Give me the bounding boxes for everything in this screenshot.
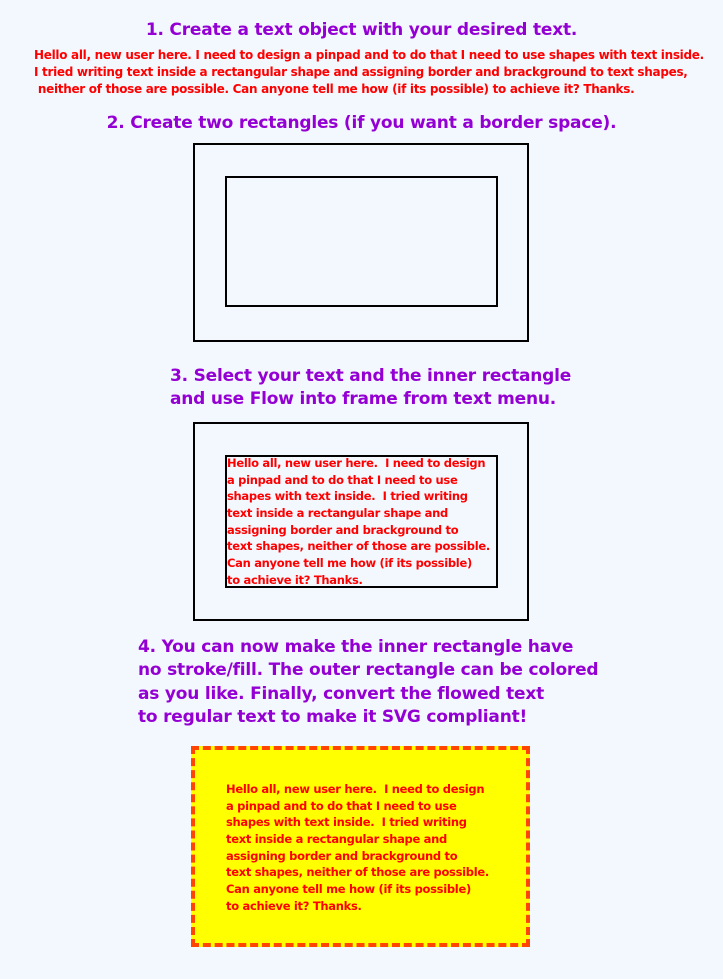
step4-heading-line: to regular text to make it SVG compliant!: [138, 706, 528, 727]
flowed-text: [227, 455, 490, 589]
step2-heading: 2. Create two rectangles (if you want a border space).: [106, 113, 617, 133]
step3-heading: [170, 365, 571, 411]
sample-text-line: I tried writing text inside a rectangular shape and assigning border and brackground to text shapes,: [34, 65, 688, 79]
final-text-line: to achieve it? Thanks.: [226, 898, 362, 913]
sample-text: [34, 47, 704, 98]
step4-heading-line: no stroke/fill. The outer rectangle can be colored: [138, 660, 599, 681]
final-text-line: text shapes, neither of those are possible.: [226, 865, 489, 880]
flowed-text-line: Hello all, new user here. I need to design: [227, 456, 486, 470]
flowed-text-line: assigning border and brackground to: [227, 522, 459, 537]
final-text-line: shapes with text inside. I tried writing: [226, 815, 467, 830]
sample-text-line: neither of those are possible. Can anyone tell me how (if its possible) to achieve it? Thanks.: [34, 82, 635, 96]
flowed-text-line: Can anyone tell me how (if its possible): [227, 556, 472, 571]
step3-heading-line: and use Flow into frame from text menu.: [170, 389, 557, 409]
flowed-text-line: shapes with text inside. I tried writing: [227, 489, 468, 504]
step4-heading-line: 4. You can now make the inner rectangle have: [138, 637, 574, 657]
flowed-text-line: text inside a rectangular shape and: [227, 506, 448, 521]
flowed-text-line: to achieve it? Thanks.: [227, 572, 363, 587]
final-text-line: text inside a rectangular shape and: [226, 832, 447, 847]
flowed-text-line: text shapes, neither of those are possible.: [227, 539, 490, 554]
final-text: [226, 781, 489, 915]
final-text-line: Hello all, new user here. I need to design: [226, 782, 485, 796]
step4-heading: [138, 636, 598, 729]
final-text-line: a pinpad and to do that I need to use: [226, 798, 457, 813]
step1-heading: 1. Create a text object with your desired text.: [145, 20, 578, 40]
sample-text-line: Hello all, new user here. I need to design a pinpad and to do that I need to use shapes with text inside.: [34, 48, 704, 62]
flowed-text-line: a pinpad and to do that I need to use: [227, 472, 458, 487]
final-text-line: Can anyone tell me how (if its possible): [226, 882, 471, 897]
step3-heading-line: 3. Select your text and the inner rectangle: [170, 366, 572, 386]
step4-heading-line: as you like. Finally, convert the flowed text: [138, 683, 545, 704]
inner-rectangle: [225, 176, 498, 307]
final-text-line: assigning border and brackground to: [226, 848, 458, 863]
